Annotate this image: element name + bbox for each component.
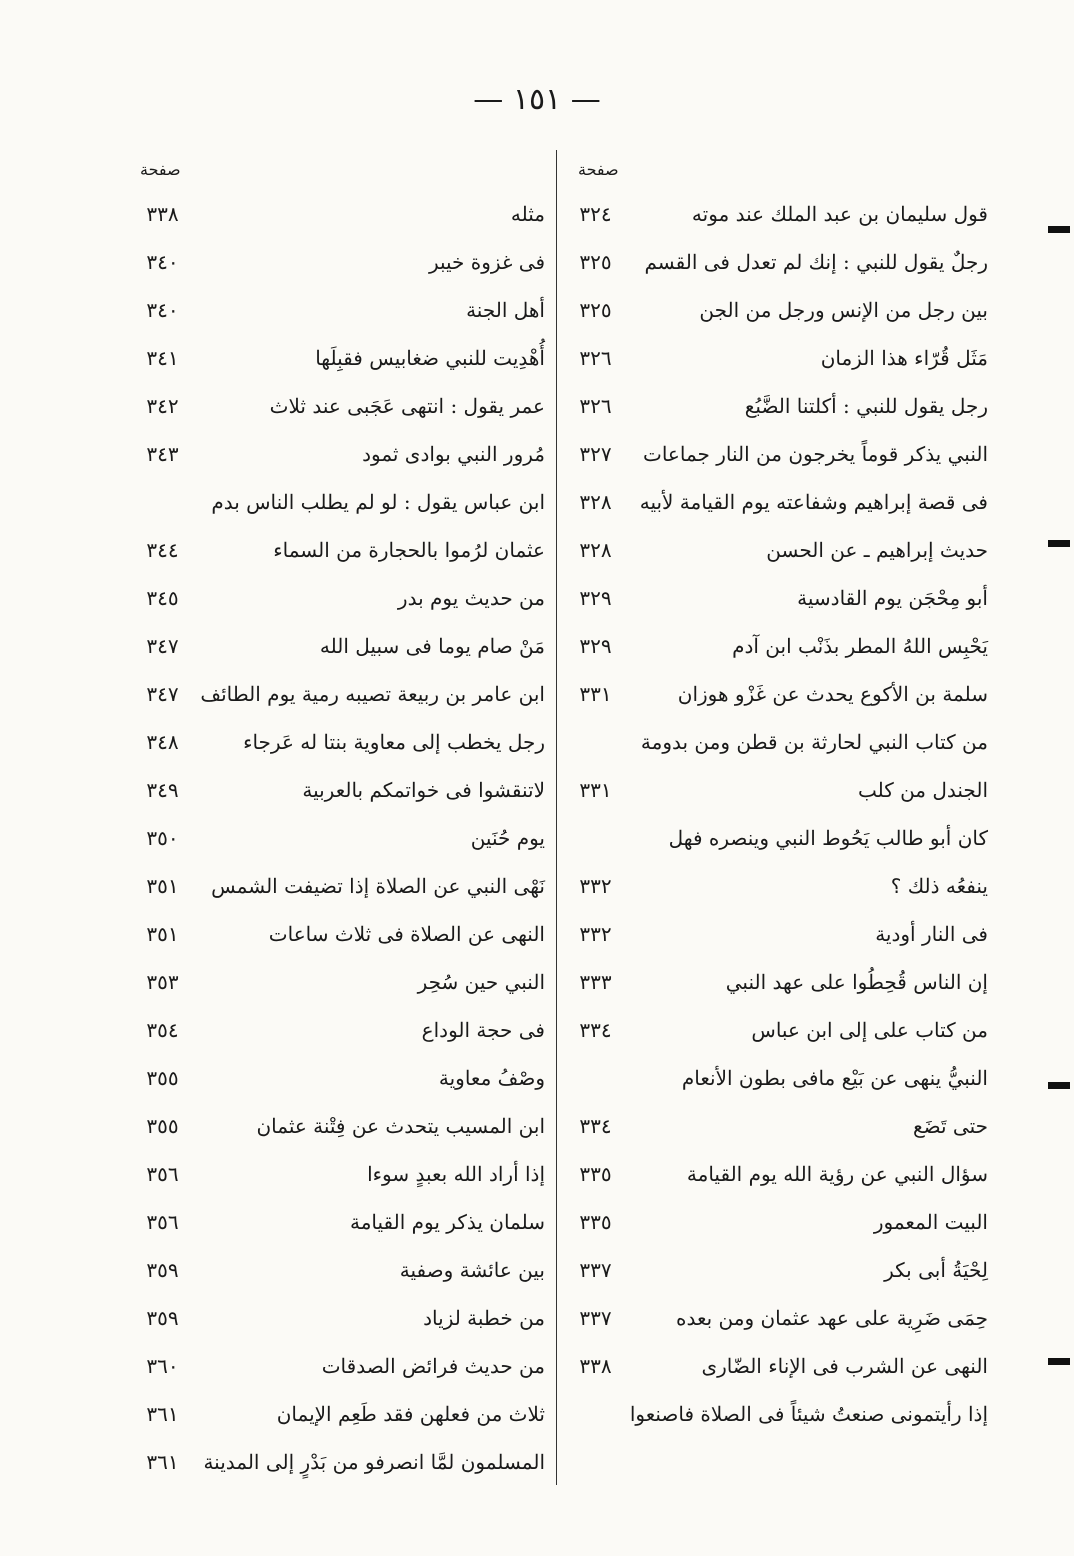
toc-entry-title: ابن المسيب يتحدث عن فِتْنة عثمان [256, 1114, 545, 1138]
toc-entry-page: ٣٢٥ [579, 250, 612, 274]
toc-entry [135, 1198, 545, 1246]
toc-entry [568, 190, 988, 238]
toc-entry [568, 670, 988, 718]
toc-entry [135, 670, 545, 718]
toc-entry-page: ٣٣٨ [146, 202, 179, 226]
toc-entry-page: ٣٣٧ [579, 1258, 612, 1282]
toc-entry-title: النبي حين سُحِر [417, 970, 545, 994]
toc-entry-page: ٣٣٢ [579, 874, 612, 898]
toc-entry-page: ٣٦١ [146, 1450, 179, 1474]
toc-entry-title: وصْفُ معاوية [438, 1066, 545, 1090]
toc-entry-page: ٣٥٩ [146, 1258, 179, 1282]
toc-entry [135, 1438, 545, 1486]
toc-entry [135, 766, 545, 814]
toc-entry-page: ٣٣٨ [579, 1354, 612, 1378]
toc-entry-title: حِمَى ضَرِية على عهد عثمان ومن بعده [675, 1306, 988, 1330]
toc-entry [568, 766, 988, 814]
toc-entry-title: من كتاب على إلى ابن عباس [751, 1018, 988, 1042]
toc-entry-title: ثلاث من فعلهن فقد طَعِم الإيمان [276, 1402, 545, 1426]
toc-entry-title: أبو مِحْجَن يوم القادسية [797, 586, 988, 610]
toc-entry-title: كان أبو طالب يَحُوط النبي وينصره فهل [668, 826, 988, 850]
toc-entry [568, 1102, 988, 1150]
toc-entry-title: فى النار أودية [875, 922, 988, 946]
toc-entry-title: حتى تَضَع [913, 1114, 988, 1138]
toc-entry-title: إذا رأيتمونى صنعتُ شيئاً فى الصلاة فاصنعوا [629, 1402, 988, 1426]
toc-entry-title: فى قصة إبراهيم وشفاعته يوم القيامة لأبيه [639, 490, 988, 514]
toc-entry [568, 1006, 988, 1054]
toc-entry-page: ٣٥٠ [146, 826, 179, 850]
left-column-header: صفحة [140, 160, 181, 179]
toc-entry-page: ٣٤٣ [146, 442, 179, 466]
toc-entry-title: قول سليمان بن عبد الملك عند موته [691, 202, 988, 226]
toc-entry-page: ٣٤٢ [146, 394, 179, 418]
toc-entry-title: مثله [510, 202, 545, 226]
toc-entry-page: ٣٦١ [146, 1402, 179, 1426]
margin-mark [1048, 1358, 1070, 1365]
toc-entry-title: رجلٌ يقول للنبي : إنك لم تعدل فى القسم [644, 250, 988, 274]
toc-entry [568, 718, 988, 766]
toc-entry [135, 862, 545, 910]
toc-entry-page: ٣٣٤ [579, 1018, 612, 1042]
toc-entry [135, 1342, 545, 1390]
toc-entry [568, 622, 988, 670]
toc-entry-page: ٣٥٩ [146, 1306, 179, 1330]
toc-entry-title: فى حجة الوداع [421, 1018, 545, 1042]
toc-entry-title: النبيُّ ينهى عن بَيْع مافى بطون الأنعام [681, 1066, 988, 1090]
toc-entry-title: ابن عباس يقول : لو لم يطلب الناس بدم [211, 490, 545, 514]
toc-entry-page: ٣٥٥ [146, 1114, 179, 1138]
toc-entry-page: ٣٣١ [579, 778, 612, 802]
toc-entry [135, 622, 545, 670]
toc-entry-title: سلمان يذكر يوم القيامة [349, 1210, 545, 1234]
toc-entry [568, 1150, 988, 1198]
toc-entry-title: نَهْى النبي عن الصلاة إذا تضيفت الشمس [211, 874, 545, 898]
toc-entry-page: ٣٢٩ [579, 586, 612, 610]
toc-entry [568, 334, 988, 382]
toc-entry-title: سلمة بن الأكوع يحدث عن غَزْو هوزان [677, 682, 988, 706]
toc-entry [568, 238, 988, 286]
toc-entry-title: من كتاب النبي لحارثة بن قطن ومن بدومة [640, 730, 988, 754]
toc-entry-page: ٣٢٨ [579, 538, 612, 562]
toc-entry-page: ٣٤٥ [146, 586, 179, 610]
toc-entry-title: يوم حُنَين [470, 826, 545, 850]
toc-entry [135, 1294, 545, 1342]
margin-mark [1048, 540, 1070, 547]
toc-entry-title: رجل يقول للنبي : أكلتنا الضَّبُع [744, 394, 988, 418]
toc-entry-title: بين رجل من الإنس ورجل من الجن [699, 298, 988, 322]
toc-entry-title: مَثَل قُرّاء هذا الزمان [820, 346, 988, 370]
toc-entry-title: أُهْدِيت للنبي ضغابيس فقبِلَها [315, 346, 545, 370]
toc-entry-page: ٣٢٤ [579, 202, 612, 226]
toc-entry-title: إذا أراد الله بعبدٍ سوءا [367, 1162, 545, 1186]
toc-entry-page: ٣٣٣ [579, 970, 612, 994]
toc-entry-title: المسلمون لمَّا انصرفو من بَدْرٍ إلى المدينة [203, 1450, 545, 1474]
toc-entry [135, 1054, 545, 1102]
toc-entry-page: ٣٣١ [579, 682, 612, 706]
toc-entry [135, 430, 545, 478]
toc-entry [135, 718, 545, 766]
right-column-header: صفحة [578, 160, 619, 179]
toc-entry-title: الجندل من كلب [857, 778, 988, 802]
toc-entry-page: ٣٤٧ [146, 682, 179, 706]
toc-entry-title: فى غزوة خيبر [428, 250, 545, 274]
toc-entry [135, 526, 545, 574]
toc-entry-page: ٣٥٥ [146, 1066, 179, 1090]
column-divider [556, 150, 557, 1485]
toc-entry-title: حديث إبراهيم ـ عن الحسن [766, 538, 988, 562]
toc-entry-page: ٣٤٤ [146, 538, 179, 562]
toc-entry-page: ٣٢٨ [579, 490, 612, 514]
toc-entry [568, 1198, 988, 1246]
page-number: — ١٥١ — [473, 82, 601, 117]
toc-entry-title: رجل يخطب إلى معاوية بنتا له عَرجاء [243, 730, 545, 754]
toc-entry [135, 334, 545, 382]
toc-entry-page: ٣٤٧ [146, 634, 179, 658]
toc-entry-page: ٣٥١ [146, 874, 179, 898]
toc-entry-page: ٣٤٠ [146, 298, 179, 322]
toc-entry-page: ٣٥٤ [146, 1018, 179, 1042]
toc-entry [568, 286, 988, 334]
toc-entry [568, 1246, 988, 1294]
toc-entry [135, 1150, 545, 1198]
toc-entry [135, 958, 545, 1006]
toc-entry-page: ٣٥٦ [146, 1210, 179, 1234]
toc-entry [135, 478, 545, 526]
toc-entry [568, 814, 988, 862]
toc-entry [135, 382, 545, 430]
toc-entry-page: ٣٣٥ [579, 1210, 612, 1234]
toc-entry-title: سؤال النبي عن رؤية الله يوم القيامة [686, 1162, 988, 1186]
toc-entry-page: ٣٣٧ [579, 1306, 612, 1330]
toc-entry-page: ٣٥٦ [146, 1162, 179, 1186]
toc-entry-page: ٣٢٦ [579, 346, 612, 370]
toc-entry [135, 910, 545, 958]
toc-entry-title: النهى عن الشرب فى الإناء الضّارى [701, 1354, 988, 1378]
toc-entry [568, 478, 988, 526]
toc-entry-page: ٣٥١ [146, 922, 179, 946]
toc-entry-page: ٣٤٠ [146, 250, 179, 274]
toc-entry-title: أهل الجنة [466, 298, 545, 322]
toc-entry [135, 1006, 545, 1054]
toc-entry [135, 190, 545, 238]
toc-entry-page: ٣٤٩ [146, 778, 179, 802]
toc-entry-page: ٣٣٥ [579, 1162, 612, 1186]
toc-entry [568, 1342, 988, 1390]
toc-entry [135, 574, 545, 622]
toc-entry-page: ٣٥٣ [146, 970, 179, 994]
toc-entry-page: ٣٢٧ [579, 442, 612, 466]
toc-entry [568, 382, 988, 430]
toc-entry-page: ٣٢٥ [579, 298, 612, 322]
toc-entry [568, 1054, 988, 1102]
toc-entry-title: عثمان لرُموا بالحجارة من السماء [273, 538, 545, 562]
toc-entry-page: ٣٢٩ [579, 634, 612, 658]
toc-entry-page: ٣٦٠ [146, 1354, 179, 1378]
toc-entry-title: عمر يقول : انتهى عَجَبى عند ثلاث [269, 394, 545, 418]
toc-entry [135, 286, 545, 334]
toc-entry-title: لِحْيَةُ أبى بكر [884, 1258, 988, 1282]
toc-entry [568, 574, 988, 622]
toc-entry-title: من حديث يوم بدر [397, 586, 545, 610]
toc-entry [568, 958, 988, 1006]
left-column [135, 190, 545, 1486]
toc-entry-title: ينفعُه ذلك ؟ [890, 874, 988, 898]
toc-entry-title: من خطبة لزياد [423, 1306, 545, 1330]
toc-entry-page: ٣٣٤ [579, 1114, 612, 1138]
toc-entry-page: ٣٤٨ [146, 730, 179, 754]
margin-mark [1048, 1082, 1070, 1089]
toc-entry-title: مُرور النبي بوادى ثمود [362, 442, 545, 466]
toc-entry [568, 430, 988, 478]
toc-entry [135, 814, 545, 862]
toc-entry [568, 526, 988, 574]
toc-entry-title: لاتنقشوا فى خواتمكم بالعربية [302, 778, 545, 802]
toc-entry-title: بين عائشة وصفية [399, 1258, 545, 1282]
toc-entry-title: مَنْ صام يوما فى سبيل الله [319, 634, 545, 658]
toc-entry-title: من حديث فرائض الصدقات [321, 1354, 545, 1378]
toc-entry-title: النهى عن الصلاة فى ثلاث ساعات [268, 922, 545, 946]
margin-mark [1048, 226, 1070, 233]
toc-entry [135, 1390, 545, 1438]
toc-entry-page: ٣٢٦ [579, 394, 612, 418]
toc-entry-title: يَحْبِس اللهُ المطر بذَنْب ابن آدم [732, 634, 988, 658]
toc-entry-title: ابن عامر بن ربيعة تصيبه رمية يوم الطائف [200, 682, 545, 706]
toc-entry [568, 862, 988, 910]
toc-entry-title: البيت المعمور [873, 1210, 988, 1234]
toc-entry-page: ٣٣٢ [579, 922, 612, 946]
toc-entry [568, 1390, 988, 1438]
toc-entry-title: إن الناس قُحِطُوا على عهد النبي [725, 970, 988, 994]
toc-entry [135, 1102, 545, 1150]
right-column [568, 190, 988, 1438]
toc-entry [568, 910, 988, 958]
toc-entry [135, 238, 545, 286]
toc-entry-page: ٣٤١ [146, 346, 179, 370]
toc-entry [135, 1246, 545, 1294]
toc-entry-title: النبي يذكر قوماً يخرجون من النار جماعات [643, 442, 988, 466]
toc-entry [568, 1294, 988, 1342]
